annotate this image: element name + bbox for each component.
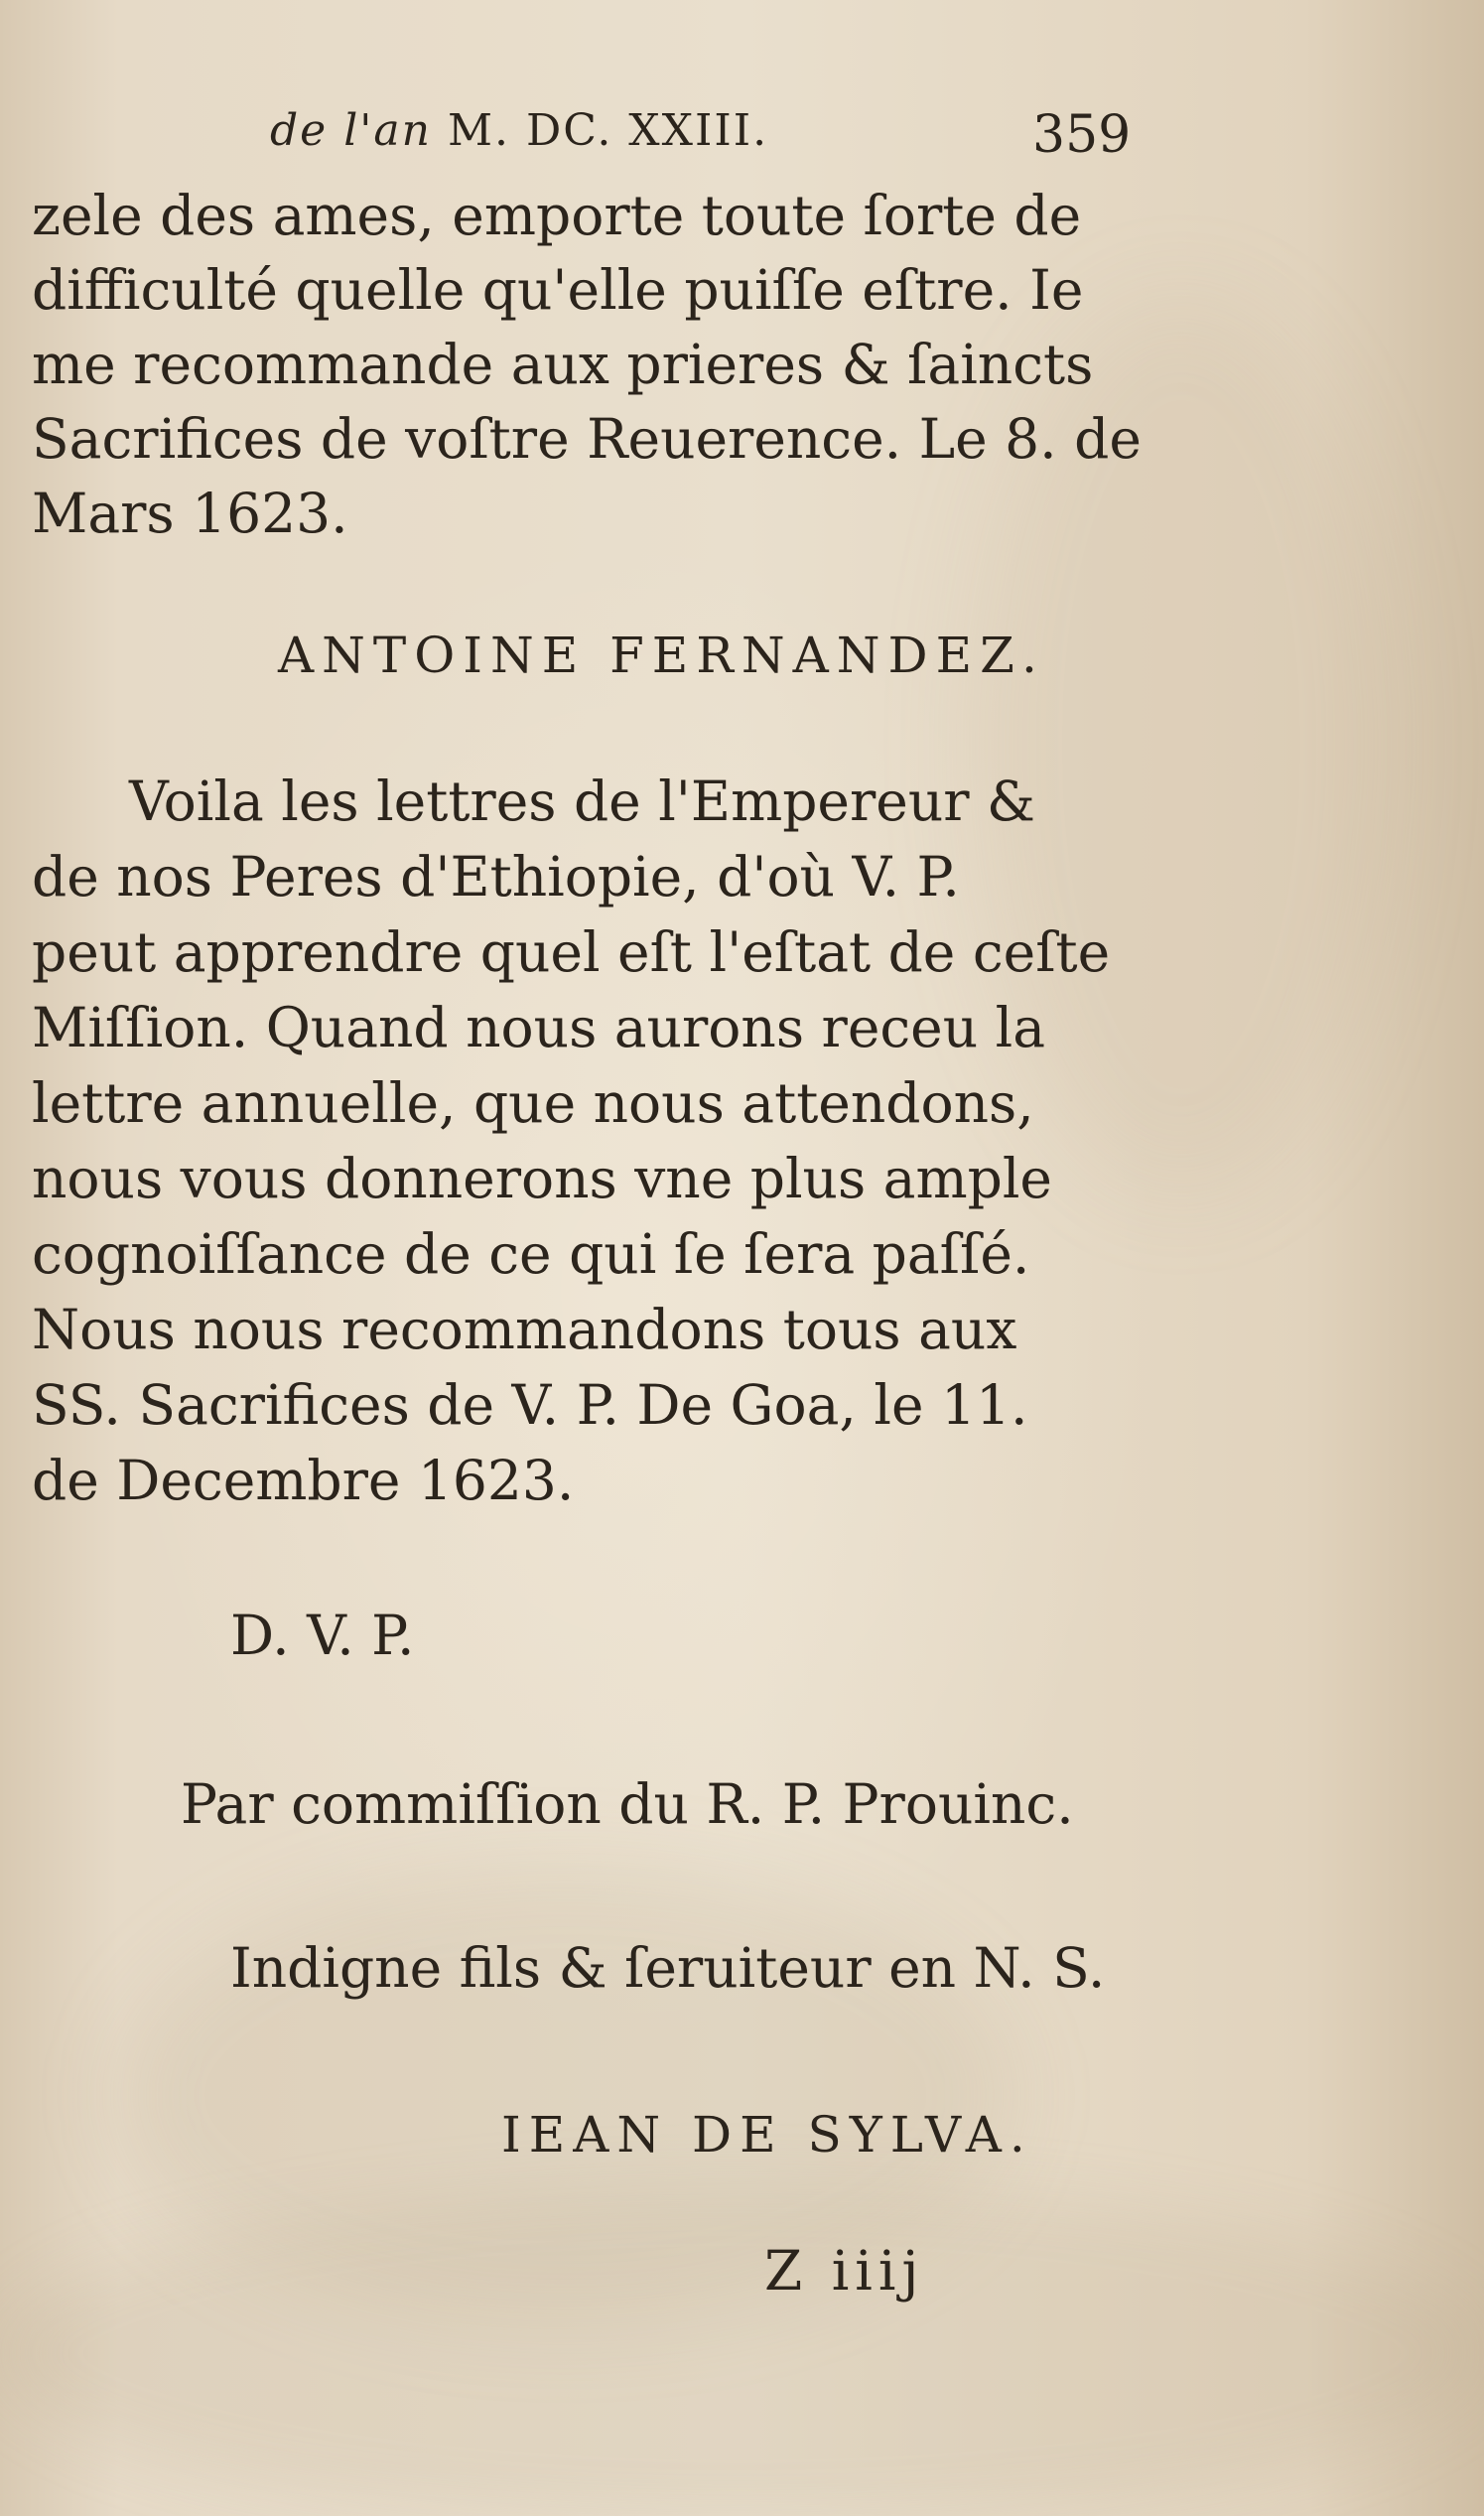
signature-antoine-fernandez: ANTOINE FERNANDEZ. <box>278 627 1045 684</box>
text-line: me recommande aux prieres & ſaincts <box>32 333 1094 396</box>
running-head-prefix: de l'an <box>270 105 432 156</box>
signature-mark: Z iiij <box>764 2239 925 2303</box>
running-head <box>270 105 769 156</box>
running-head-year: M. DC. XXIII. <box>447 105 769 156</box>
closing-commission: Par commiſſion du R. P. Prouinc. <box>181 1772 1074 1836</box>
text-line: de nos Peres d'Ethiopie, d'où V. P. <box>32 845 960 909</box>
page-number: 359 <box>1032 105 1132 165</box>
text-line: difficulté quelle qu'elle puiſſe eſtre. Ie <box>32 258 1084 322</box>
closing-servant: Indigne fils & ſeruiteur en N. S. <box>230 1936 1106 2000</box>
text-line: zele des ames, emporte toute ſorte de <box>32 184 1082 247</box>
paper-stain <box>0 2184 1484 2516</box>
text-line: lettre annuelle, que nous attendons, <box>32 1071 1034 1135</box>
text-line: Mars 1623. <box>32 482 348 545</box>
text-line: nous vous donnerons vne plus ample <box>32 1147 1052 1210</box>
signature-iean-de-sylva: IEAN DE SYLVA. <box>501 2106 1033 2164</box>
text-line: de Decembre 1623. <box>32 1449 575 1512</box>
text-line: Sacrifices de voſtre Reuerence. Le 8. de <box>32 407 1142 471</box>
text-line: Miſſion. Quand nous aurons receu la <box>32 996 1046 1059</box>
closing-dvp: D. V. P. <box>230 1604 415 1667</box>
text-line: Nous nous recommandons tous aux <box>32 1298 1017 1361</box>
text-line: SS. Sacrifices de V. P. De Goa, le 11. <box>32 1373 1028 1437</box>
text-line: cognoiſſance de ce qui ſe ſera paſſé. <box>32 1222 1030 1286</box>
text-line: Voila les lettres de l'Empereur & <box>129 769 1035 833</box>
text-line: peut apprendre quel eſt l'eſtat de ceſte <box>32 920 1111 984</box>
